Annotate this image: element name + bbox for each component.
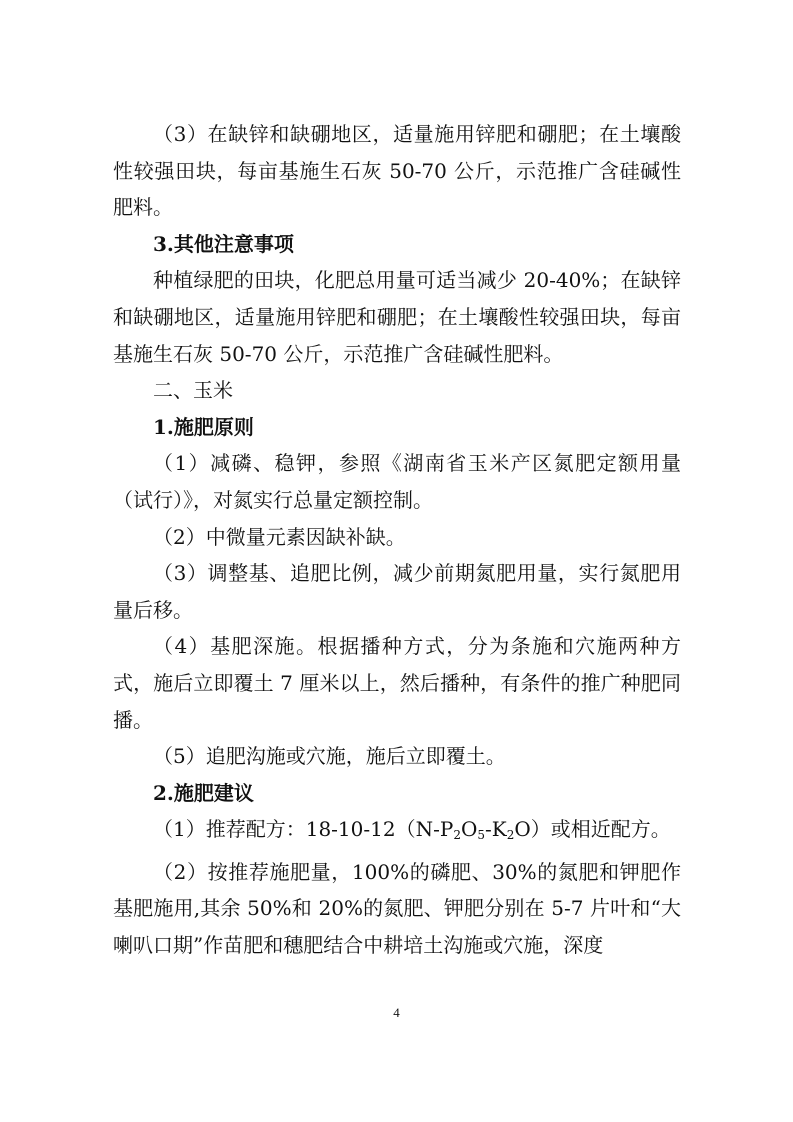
principle-item-2: （2）中微量元素因缺补缺。 [153,524,406,549]
heading-fertilization-suggestions: 2.施肥建议 [153,780,254,805]
formula-text: -K [485,817,507,842]
suggestion-item-2: （2）按推荐施肥量，100%的磷肥、30%的氮肥和钾肥作基肥施用,其余 50%和 20%的氮肥、钾肥分别在 5-7 片叶和“大喇叭口期”作苗肥和穗肥结合中耕培土沟施或穴施，深度 [113,859,681,958]
heading-other-notes: 3.其他注意事项 [153,231,294,256]
principle-item-5: （5）追肥沟施或穴施，施后立即覆土。 [153,744,506,769]
principle-item-1: （1）减磷、稳钾，参照《湖南省玉米产区氮肥定额用量（试行）》，对氮实行总量定额控制。 [113,451,681,512]
formula-text: O）或相近配方。 [514,817,671,842]
subscript: 2 [506,828,515,843]
subscript: 5 [477,828,485,843]
heading-fertilization-principles: 1.施肥原则 [153,414,254,439]
page-number: 4 [393,1005,400,1020]
principle-item-3: （3）调整基、追肥比例，减少前期氮肥用量，实行氮肥用量后移。 [113,561,681,622]
paragraph-zinc-boron-lime: （3）在缺锌和缺硼地区，适量施用锌肥和硼肥；在土壤酸性较强田块，每亩基施生石灰 50-70 公斤，示范推广含硅碱性肥料。 [113,122,681,220]
section-heading-corn: 二、玉米 [153,378,233,403]
principle-item-4: （4）基肥深施。根据播种方式，分为条施和穴施两种方式，施后立即覆土 7 厘米以上，然后播种，有条件的推广种肥同播。 [113,634,681,732]
formula-text: （1）推荐配方：18-10-12（N-P [153,817,454,842]
paragraph-green-manure: 种植绿肥的田块，化肥总用量可适当减少 20-40%；在缺锌和缺硼地区，适量施用锌肥和硼肥；在土壤酸性较强田块，每亩基施生石灰 50-70 公斤，示范推广含硅碱性肥料。 [113,268,681,366]
body-text [113,116,681,964]
suggestion-item-1 [113,811,681,854]
formula-text: O [460,817,478,842]
subscript: 2 [453,828,461,843]
